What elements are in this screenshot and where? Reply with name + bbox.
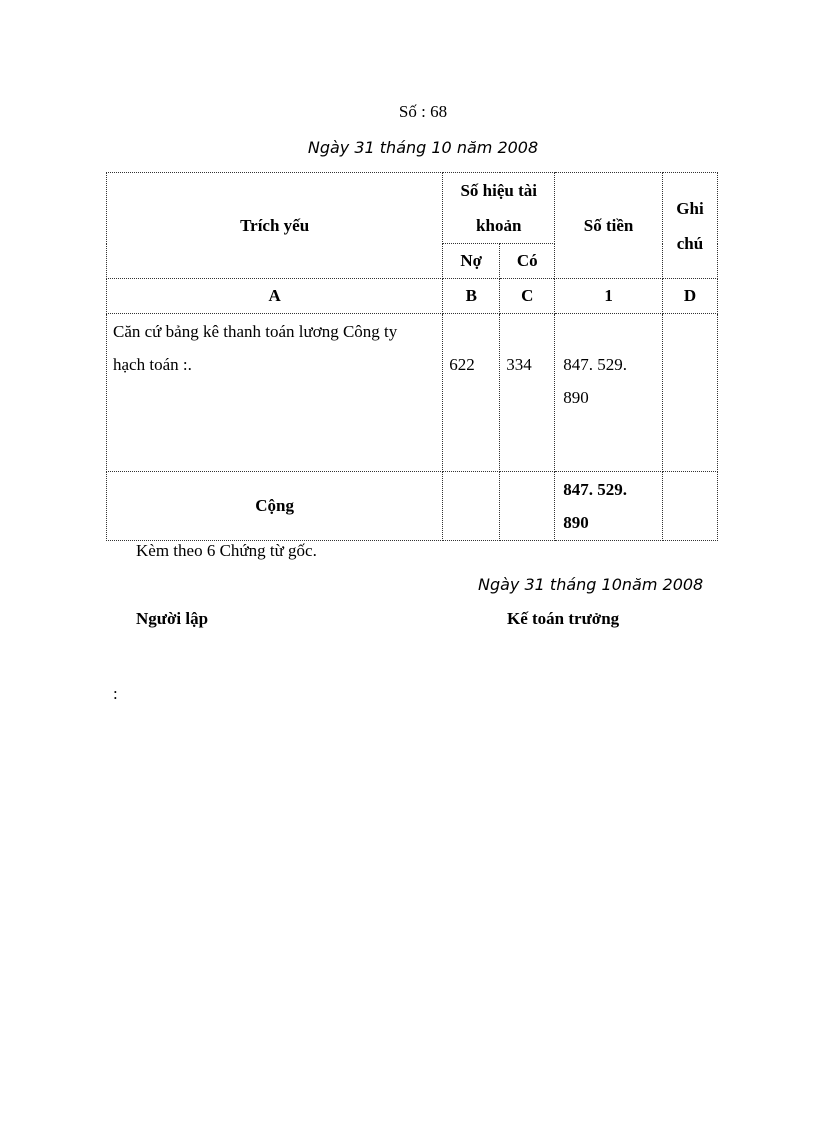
total-note [663,472,718,541]
total-amount [555,472,663,541]
header-debit: Nợ [443,244,500,279]
code-a: A [107,279,443,314]
prepared-by-label: Người lập [136,609,209,628]
row-amount-line1: 847. 529. [563,355,627,374]
header-note-line1: Ghi [676,198,704,218]
signature-date: Ngày 31 tháng 10năm 2008 [478,575,704,594]
voucher-number: Số : 68 [398,102,448,121]
header-account [443,173,555,244]
row-summary-line1: Căn cứ bảng kê thanh toán lương Công ty [113,322,398,341]
header-summary: Trích yếu [107,173,443,279]
total-row [107,472,718,541]
attachments-note: Kèm theo 6 Chứng từ gốc. [136,541,317,560]
code-b: B [443,279,500,314]
row-debit: 622 [443,314,500,472]
total-amount-line1: 847. 529. [563,480,627,499]
header-note-line2: chú [676,233,704,253]
header-account-line1: Số hiệu tài [460,181,537,200]
row-amount-line2: 890 [563,388,589,407]
total-amount-line2: 890 [563,513,589,532]
code-d: D [663,279,718,314]
voucher-date: Ngày 31 tháng 10 năm 2008 [307,138,539,157]
header-amount: Số tiền [555,173,663,279]
total-credit [500,472,555,541]
header-credit: Có [500,244,555,279]
row-summary [107,314,443,472]
total-debit [443,472,500,541]
code-c: C [500,279,555,314]
row-summary-line2: hạch toán :. [113,355,192,374]
header-account-line2: khoản [476,216,522,235]
trailing-colon: : [113,684,118,703]
chief-accountant-label: Kế toán trưởng [507,609,620,628]
code-1: 1 [555,279,663,314]
table-row [107,314,718,472]
header-note [663,173,718,279]
total-label: Cộng [107,472,443,541]
row-amount [555,314,663,472]
row-note [663,314,718,472]
voucher-table [106,172,718,541]
row-credit: 334 [500,314,555,472]
